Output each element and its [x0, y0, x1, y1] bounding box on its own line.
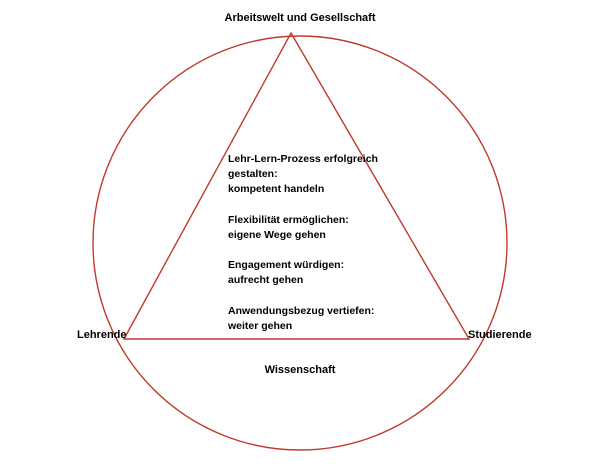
inner-text-line: Anwendungsbezug vertiefen: — [228, 304, 375, 317]
inner-text-line: Engagement würdigen: — [228, 259, 345, 272]
vertex-label-top: Arbeitswelt und Gesellschaft — [224, 12, 376, 24]
vertex-label-right: Studierende — [468, 329, 532, 341]
inner-text-block — [228, 258, 458, 288]
inner-text-line: kompetent handeln — [228, 183, 325, 196]
inner-text-block — [228, 304, 458, 334]
vertex-label-bottom: Wissenschaft — [264, 364, 336, 376]
inner-text-line: Lehr-Lern-Prozess erfolgreich — [228, 153, 378, 165]
inner-text-block — [228, 152, 458, 198]
inner-text-line: aufrecht gehen — [228, 274, 304, 287]
inner-text-line: Flexibilität ermöglichen: — [228, 213, 349, 226]
inner-text-line: gestalten: — [228, 168, 278, 181]
vertex-label-left: Lehrende — [77, 329, 127, 341]
inner-text-group — [228, 152, 458, 334]
inner-text-line: weiter gehen — [228, 319, 293, 332]
inner-text-line: eigene Wege gehen — [228, 228, 326, 241]
inner-text-block — [228, 213, 458, 243]
